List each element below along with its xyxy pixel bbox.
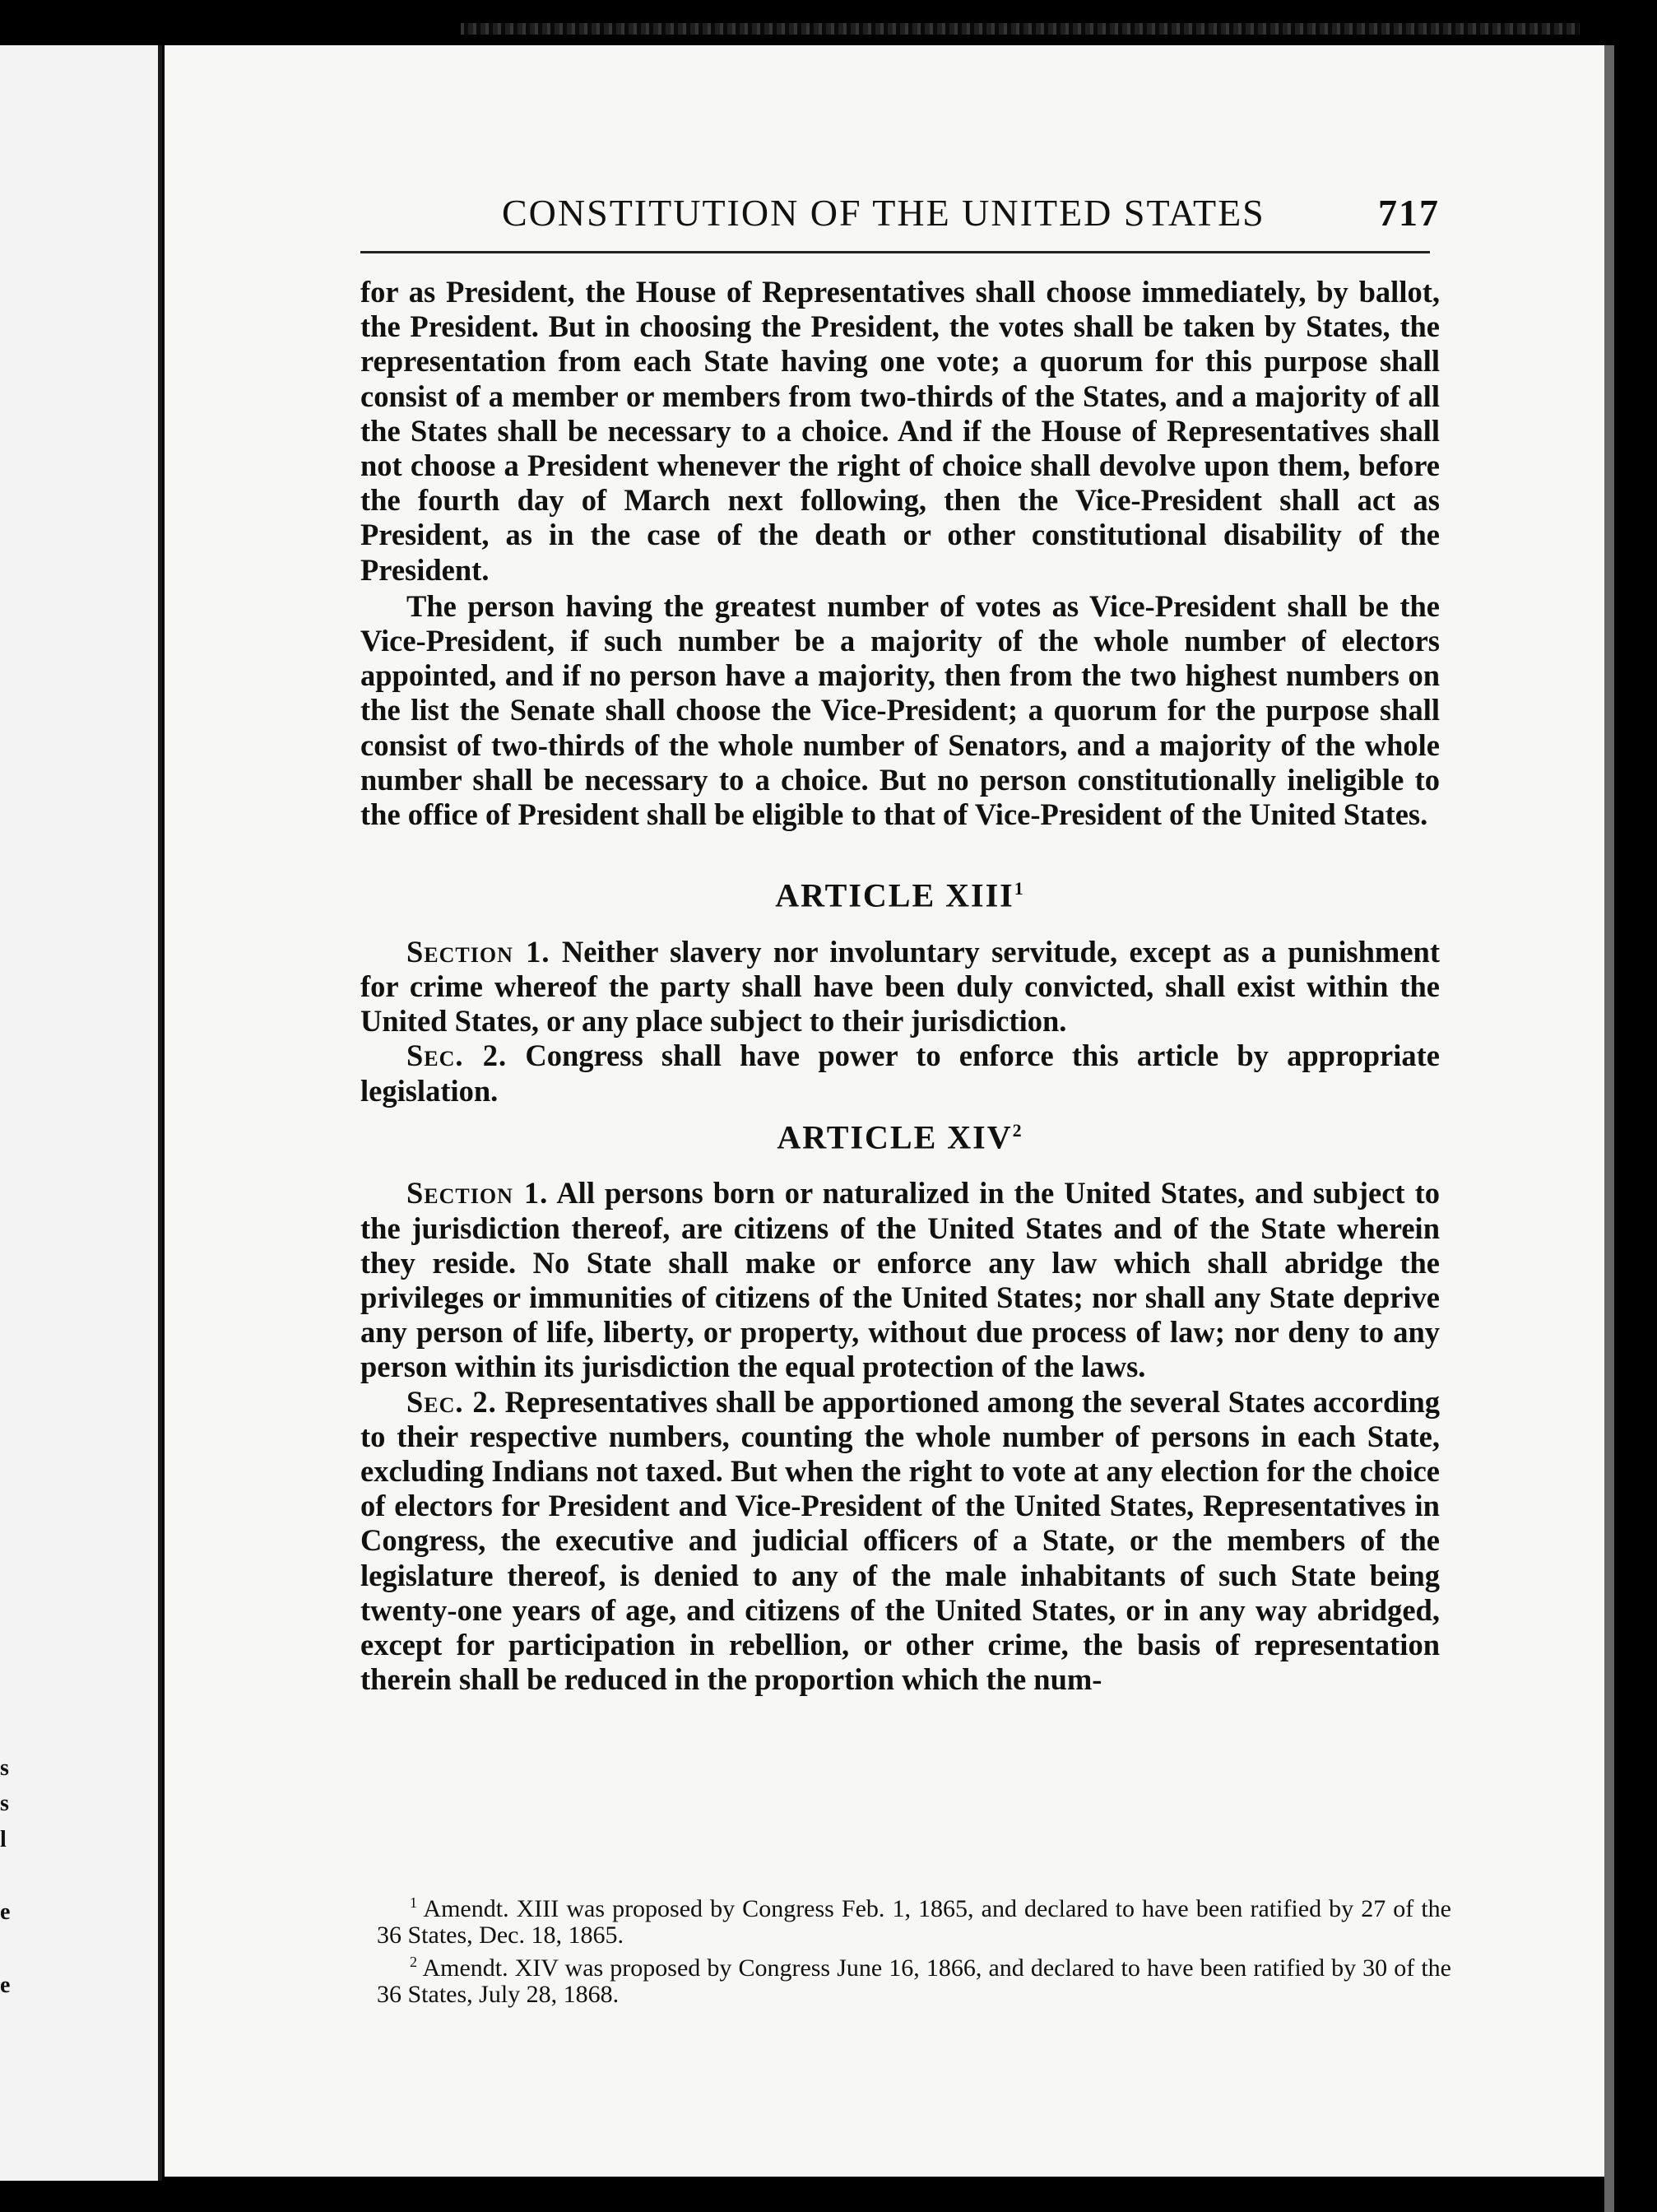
- section-paragraph: Sec. 2. Congress shall have power to enforce this article by appropriate legislation.: [360, 1039, 1441, 1108]
- footnote-ref: 1: [1014, 878, 1025, 899]
- footnote-ref: 2: [1012, 1119, 1023, 1141]
- footnote-mark: 2: [410, 1954, 417, 1970]
- section-paragraph: Section 1. Neither slavery nor involuntary servitude, except as a punishment for crime whereof the party shall have been duly convicted, shall exist within the United States, or any place subject to their jurisdiction.: [360, 934, 1440, 1039]
- page-body: [360, 275, 1440, 1697]
- article-heading: ARTICLE XIV$^2$: [777, 1118, 1023, 1156]
- paragraph: for as President, the House of Representatives shall choose immediately, by ballot, the President. But in choosing the President, the votes shall be taken by States, the representation from each State having one vote; a quorum for this purpose shall consist of a member or members from two-thirds of the States, and a majority of all the States shall be necessary to a choice. And if the House of Representatives shall not choose a President whenever the right of choice shall devolve upon them, before the fourth day of March next following, then the Vice-President shall act as President, as in the case of the death or other constitutional disability of the President.: [360, 275, 1440, 587]
- margin-char: s: [0, 1755, 9, 1781]
- section-label: Section 1.: [406, 934, 550, 969]
- scan-right-border: [1604, 45, 1657, 2212]
- running-title: CONSTITUTION OF THE UNITED STATES: [502, 192, 1265, 234]
- section-paragraph: Section 1. All persons born or naturalized in the United States, and subject to the jurisdiction thereof, are citizens of the United States and of the State wherein they reside. No State shall make or enforce any law which shall abridge the privileges or immunities of citizens of the United States; nor shall any State deprive any person of life, liberty, or property, without due process of law; nor deny to any person within its jurisdiction the equal protection of the laws.: [360, 1176, 1440, 1384]
- footnote: $^2$ Amendt. XIV was proposed by Congress June 16, 1866, and declared to have been ratified by 30 of the 36 States, July 28, 1868.: [377, 1954, 1451, 2008]
- footnote-mark: 1: [410, 1894, 417, 1911]
- page-number: 717: [1378, 192, 1440, 234]
- footnotes: [377, 1889, 1451, 2008]
- previous-page-edge: [0, 45, 162, 2181]
- running-head: [337, 191, 1440, 240]
- margin-char: l: [0, 1827, 7, 1852]
- footnote: $^1$ Amendt. XIII was proposed by Congress Feb. 1, 1865, and declared to have been ratified by 27 of the 36 States, Dec. 18, 1865.: [377, 1894, 1451, 1949]
- section-label: Section 1.: [406, 1176, 549, 1211]
- paragraph: The person having the greatest number of votes as Vice-President shall be the Vice-President, if such number be a majority of the whole number of electors appointed, and if no person have a majority, then from the two highest numbers on the list the Senate shall choose the Vice-President; a quorum for the purpose shall consist of two-thirds of the whole number of Senators, and a majority of the whole number shall be necessary to a choice. But no person constitutionally ineligible to the office of President shall be eligible to that of Vice-President of the United States.: [360, 588, 1440, 832]
- margin-char: e: [0, 1973, 11, 1998]
- section-label: Sec. 2.: [406, 1384, 497, 1419]
- section-label: Sec. 2.: [406, 1039, 508, 1073]
- section-paragraph: Sec. 2. Representatives shall be apportioned among the several States according to their respective numbers, counting the whole number of persons in each State, excluding Indians not taxed. But when the right to vote at any election for the choice of electors for President and Vice-President of the United States, Representatives in Congress, the executive and judicial officers of a State, or the members of the legislature thereof, is denied to any of the male inhabitants of such State being twenty-one years of age, and citizens of the United States, or in any way abridged, except for participation in rebellion, or other crime, the basis of representation therein shall be reduced in the proportion which the num-: [360, 1384, 1440, 1697]
- scan-top-noise: [461, 23, 1580, 35]
- article-heading: ARTICLE XIII$^1$: [775, 876, 1025, 914]
- margin-char: e: [0, 1899, 11, 1925]
- header-rule: [360, 251, 1430, 253]
- margin-char: s: [0, 1791, 9, 1816]
